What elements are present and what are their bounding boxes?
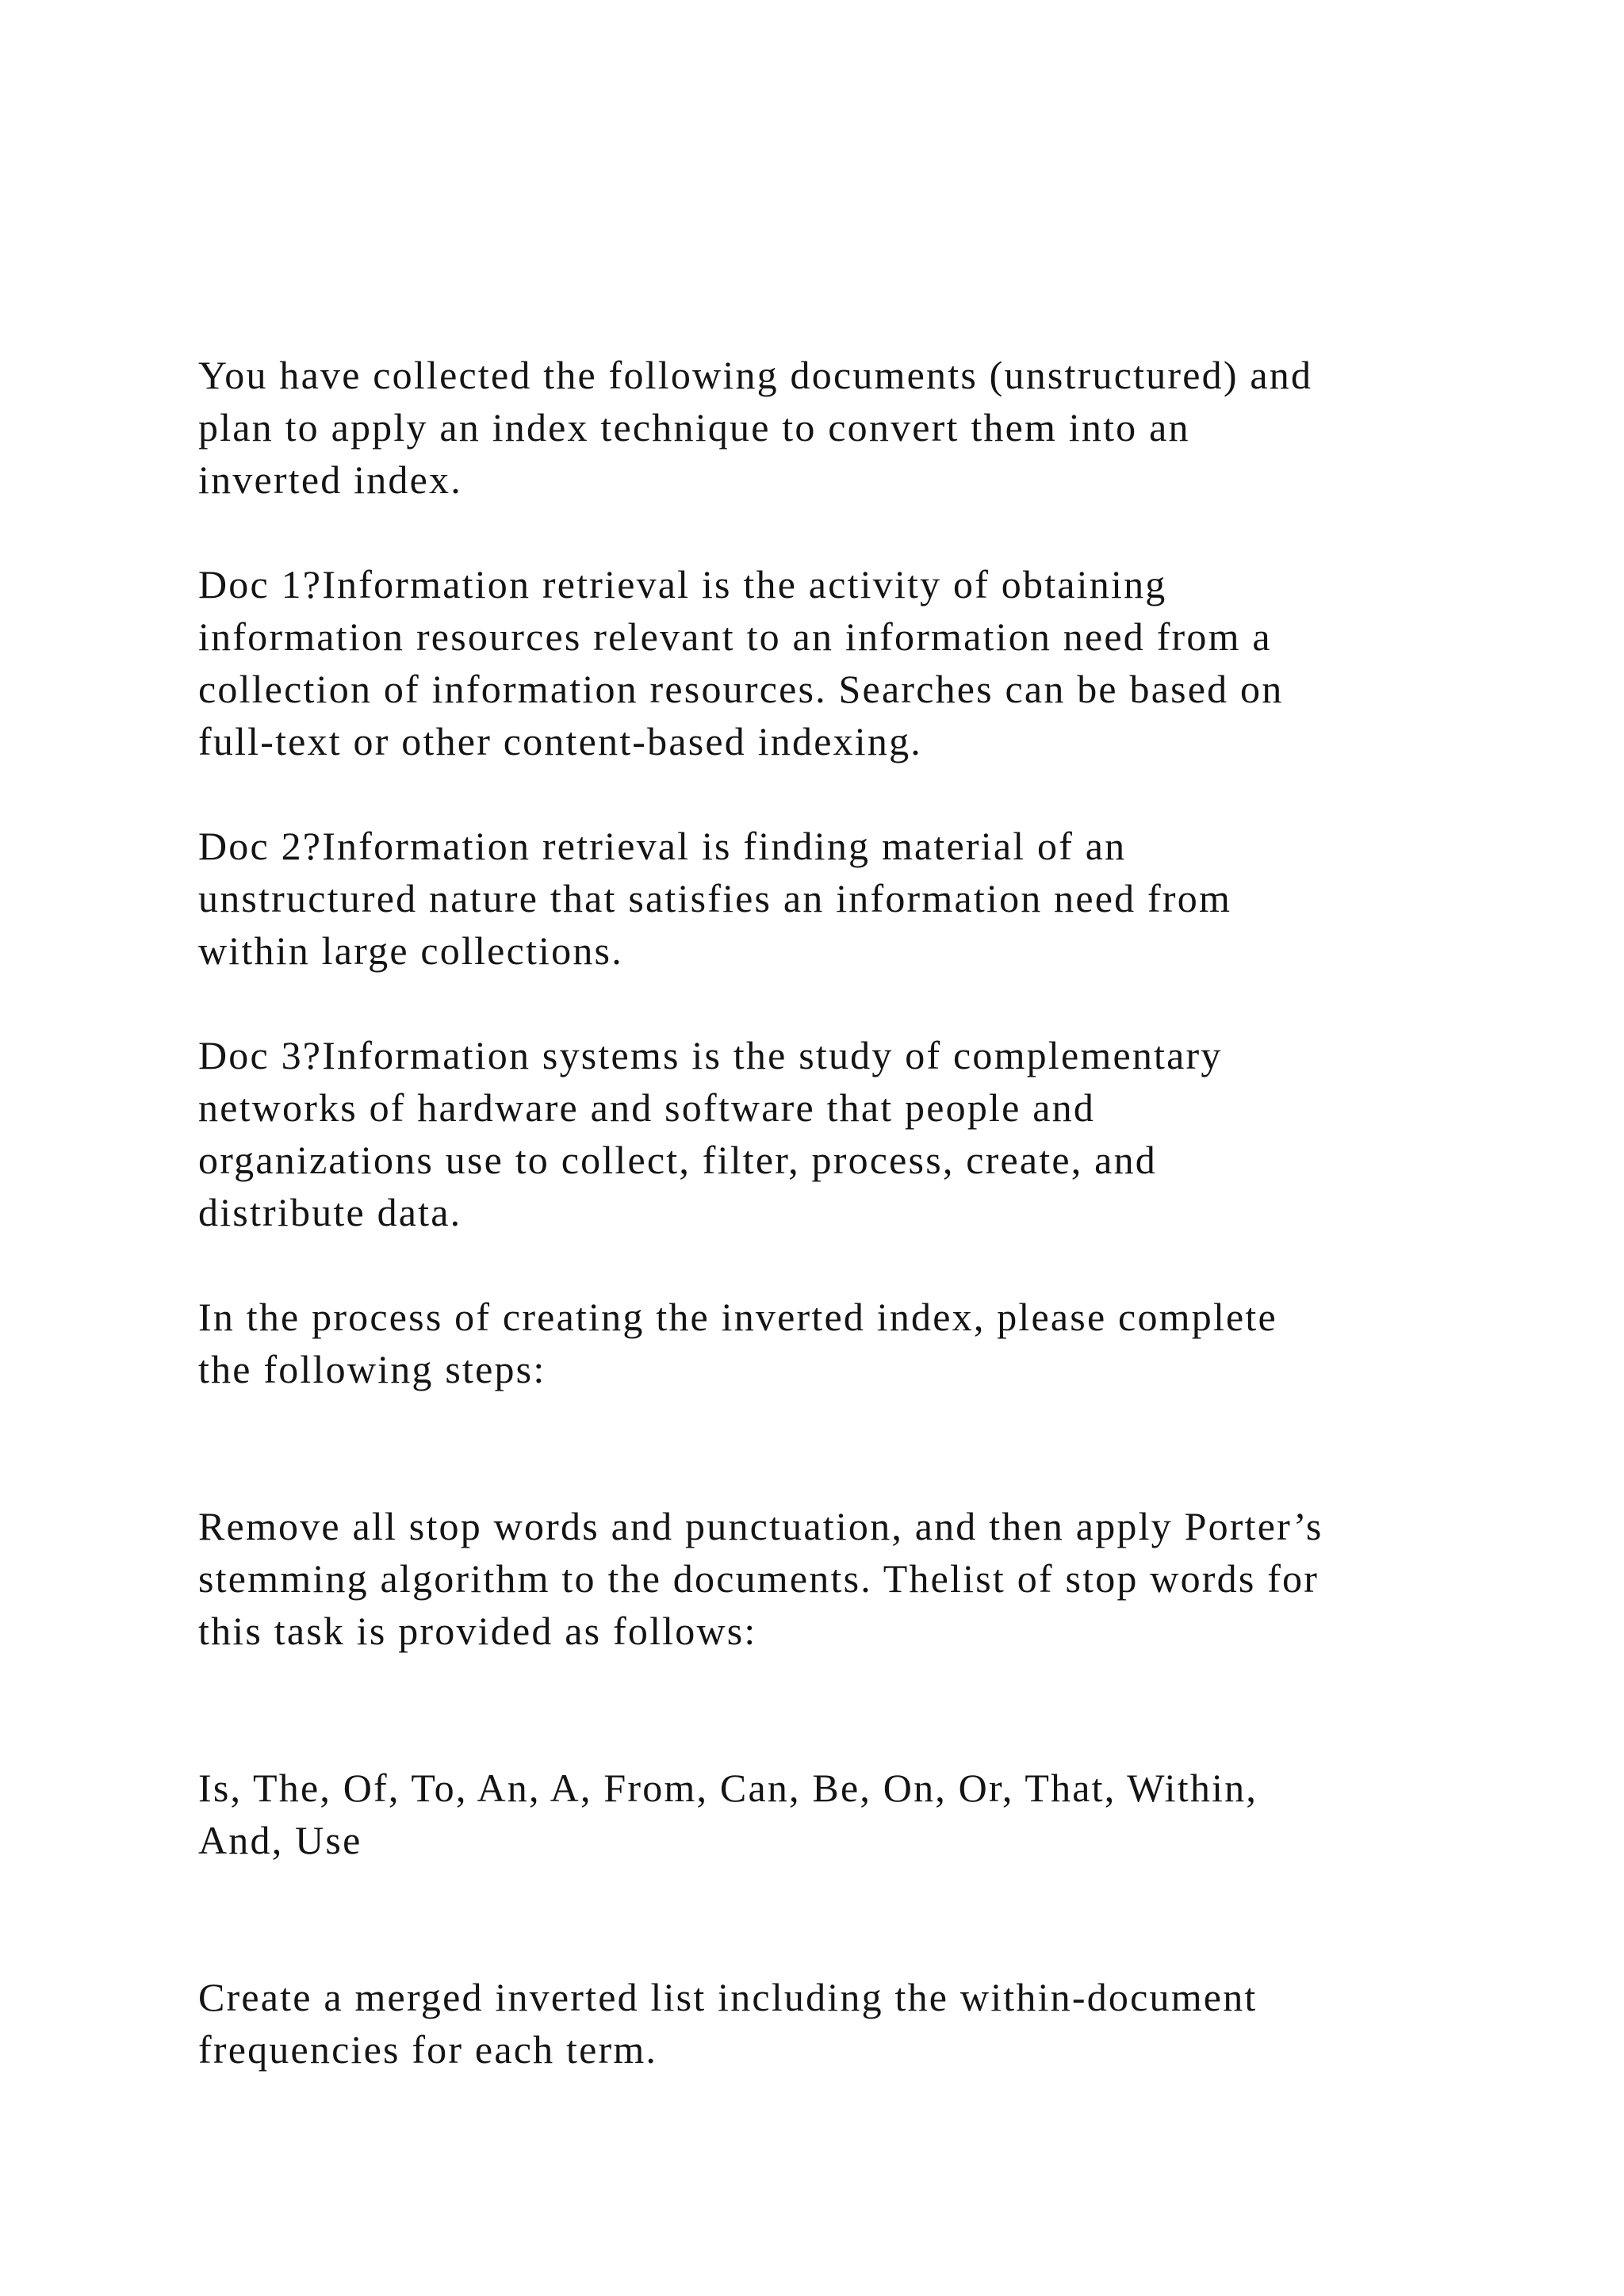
- paragraph-spacer: [198, 506, 1467, 558]
- doc3-paragraph: Doc 3?Information systems is the study of complementary networks of hardware and software that people and organizations use to collect, filter, process, create, and distribute data.: [198, 1033, 1223, 1234]
- doc1-paragraph: Doc 1?Information retrieval is the activity of obtaining information resources relevant to an information need from a collection of information resources. Searches can be based on full-text or other content-based indexing.: [198, 562, 1284, 763]
- paragraph-spacer: [198, 767, 1467, 820]
- paragraph-spacer: [198, 977, 1467, 1029]
- paragraph-spacer: [198, 1866, 1467, 1971]
- paragraph-spacer: [198, 1395, 1467, 1500]
- stop-words-list: Is, The, Of, To, An, A, From, Can, Be, On, Or, That, Within, And, Use: [198, 1766, 1258, 1862]
- step1-paragraph: Remove all stop words and punctuation, and then apply Porter’s stemming algorithm to the documents. Thelist of stop words for this task is provided as follows:: [198, 1504, 1323, 1653]
- paragraph-spacer: [198, 1657, 1467, 1762]
- paragraph-spacer: [198, 1238, 1467, 1291]
- doc2-paragraph: Doc 2?Information retrieval is finding material of an unstructured nature that satisfies an information need from within large collections.: [198, 824, 1232, 973]
- instructions-paragraph: In the process of creating the inverted index, please complete the following steps:: [198, 1295, 1277, 1391]
- document-body: [198, 349, 1467, 2076]
- intro-paragraph: You have collected the following documents (unstructured) and plan to apply an index technique to convert them into an inverted index.: [198, 353, 1313, 502]
- step2-paragraph: Create a merged inverted list including the within-document frequencies for each term.: [198, 1975, 1258, 2072]
